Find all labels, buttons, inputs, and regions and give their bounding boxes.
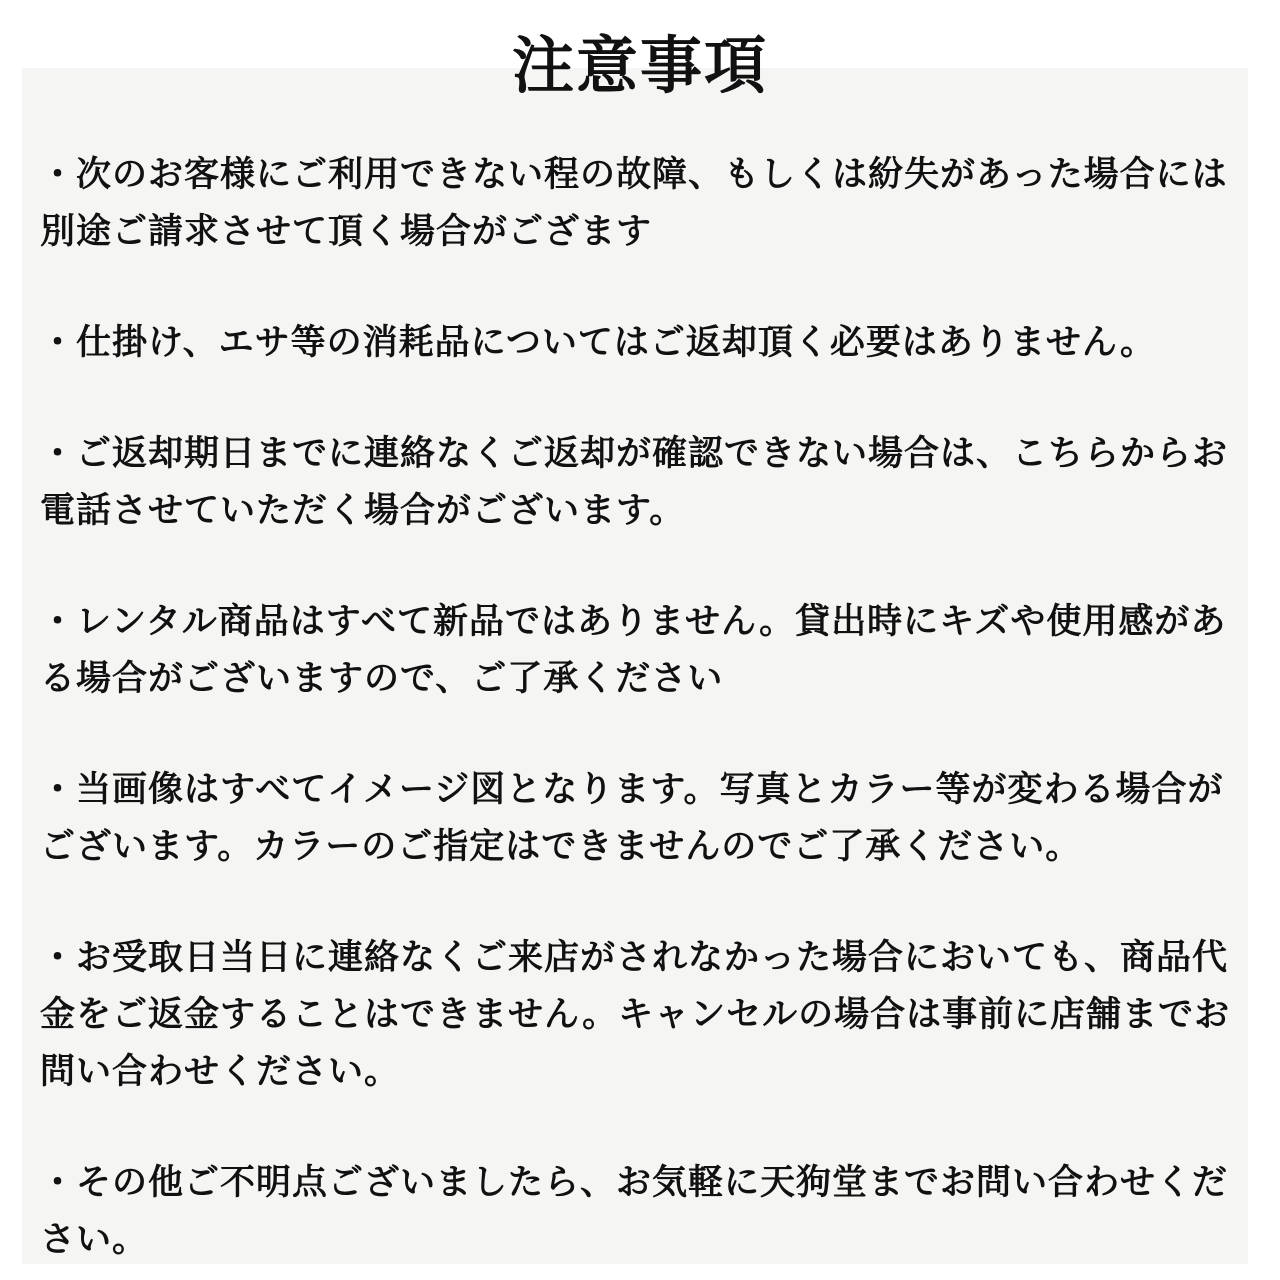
note-item: ・お受取日当日に連絡なくご来店がされなかった場合においても、商品代金をご返金することはできません。キャンセルの場合は事前に店舗までお問い合わせください。	[40, 938, 1231, 1092]
note-item: ・仕掛け、エサ等の消耗品についてはご返却頂く必要はありません。	[40, 323, 1157, 363]
note-item: ・ご返却期日までに連絡なくご返却が確認できない場合は、こちらからお電話させていただく場合がございます。	[40, 434, 1229, 531]
note-item: ・その他ご不明点ございましたら、お気軽に天狗堂までお問い合わせください。	[40, 1163, 1229, 1260]
note-item: ・当画像はすべてイメージ図となります。写真とカラー等が変わる場合がございます。カラーのご指定はできませんのでご了承ください。	[40, 770, 1224, 867]
note-item: ・次のお客様にご利用できない程の故障、もしくは紛失があった場合には別途ご請求させて頂く場合がござます	[40, 155, 1228, 252]
page-title: 注意事項	[511, 29, 768, 102]
notes-list	[40, 147, 1236, 1269]
note-item: ・レンタル商品はすべて新品ではありません。貸出時にキズや使用感がある場合がございますので、ご了承ください	[40, 602, 1227, 699]
